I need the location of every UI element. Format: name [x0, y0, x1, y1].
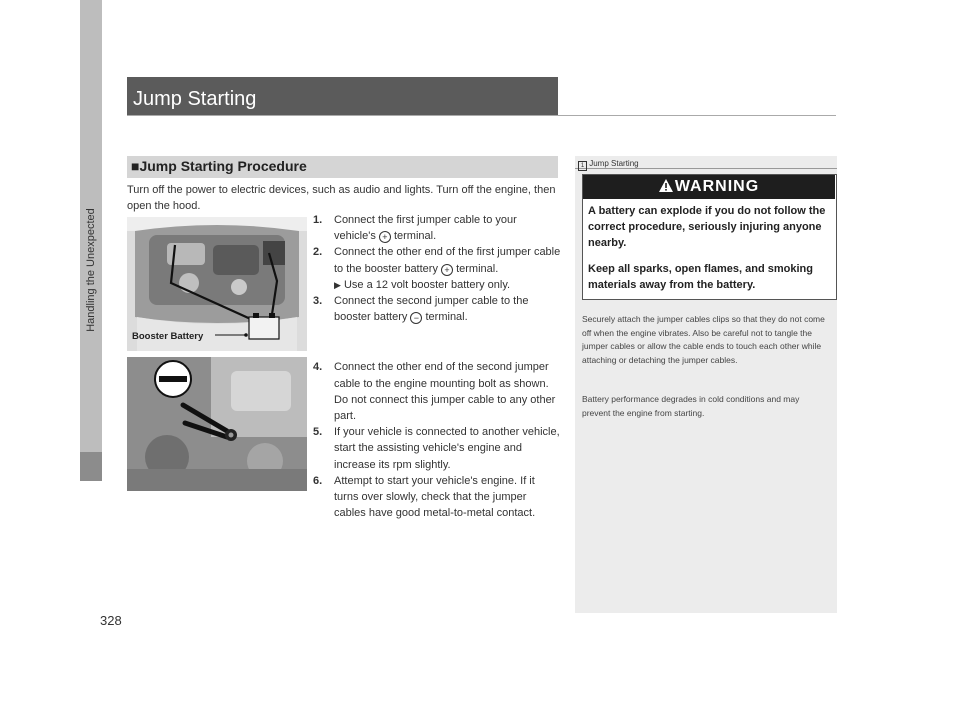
sidebar-note-2: Battery performance degrades in cold conditions and may prevent the engine from starting. — [582, 394, 800, 418]
step-text-pre: Connect the second jumper cable to the booster battery — [334, 295, 529, 324]
step-text: Connect the other end of the second jumper cable to the engine mounting bolt as shown. Do not connect this jumper cable to any other part. — [334, 361, 556, 423]
procedure-heading — [131, 158, 307, 174]
intro-paragraph: Turn off the power to electric devices, such as audio and lights. Turn off the engine, then open the hood. — [127, 184, 556, 212]
step-number: 2. — [313, 246, 323, 259]
step-text — [334, 293, 561, 325]
procedure-steps — [313, 212, 561, 521]
step-2-note — [313, 277, 561, 293]
step-number: 1. — [313, 214, 323, 226]
section-side-label: Handling the Unexpected — [85, 208, 97, 332]
section-side-tab-marker — [80, 452, 102, 481]
title-rule — [127, 115, 836, 116]
step-2-note-text: Use a 12 volt booster battery only. — [343, 278, 511, 291]
plus-terminal-icon: + — [379, 231, 391, 243]
warning-header — [583, 175, 835, 199]
plus-terminal-icon: + — [441, 264, 453, 276]
warning-title: WARNING — [674, 178, 760, 195]
step-text-pre: Connect the first jumper cable to your vehicle's — [334, 214, 517, 243]
step-text-post: terminal. — [422, 311, 468, 324]
step-5 — [313, 424, 561, 473]
step-text-post: terminal. — [390, 230, 437, 243]
step-number: 3. — [313, 295, 323, 308]
heading-marker: ■ — [131, 158, 140, 174]
engine-bolt-illustration — [127, 357, 307, 491]
step-3 — [313, 293, 561, 325]
warning-text-1: A battery can explode if you do not follow the correct procedure, seriously injuring anyone nearby. — [588, 205, 826, 249]
step-number: 4. — [313, 361, 323, 374]
reference-title: Jump Starting — [589, 159, 639, 168]
step-text — [334, 244, 561, 276]
step-text-post: terminal. — [453, 262, 499, 275]
step-4 — [313, 359, 561, 424]
step-text — [334, 212, 561, 244]
sidebar-reference — [578, 159, 639, 171]
arrow-right-icon: ▶ — [334, 279, 341, 290]
step-text: If your vehicle is connected to another vehicle, start the assisting vehicle's engine and increase its rpm slightly. — [334, 426, 560, 471]
step-1 — [313, 212, 561, 244]
warning-text-2: Keep all sparks, open flames, and smoking materials away from the battery. — [588, 263, 813, 291]
sidebar-note-1: Securely attach the jumper cables clips so that they do not come off when the engine vibrates. Also be careful not to tangle the jumper cables or allow the cable ends to touch each other while attaching or detaching the jumper cables. — [582, 314, 825, 365]
page-number: 328 — [100, 613, 122, 628]
step-6 — [313, 473, 561, 522]
minus-terminal-icon: − — [410, 312, 422, 324]
step-spacer — [313, 325, 561, 359]
step-number: 5. — [313, 426, 323, 439]
page-title: Jump Starting — [133, 88, 257, 110]
booster-battery-label: Booster Battery — [132, 331, 204, 342]
reference-icon: 1 — [578, 161, 587, 171]
step-text: Attempt to start your vehicle's engine. If it turns over slowly, check that the jumper cables have good metal-to-metal contact. — [334, 474, 536, 520]
engine-bay-illustration — [127, 217, 307, 351]
step-text-pre: Connect the other end of the first jumper cable to the booster battery — [334, 246, 561, 275]
warning-triangle-icon — [659, 179, 673, 192]
heading-text: Jump Starting Procedure — [139, 158, 307, 174]
step-2 — [313, 244, 561, 276]
step-number: 6. — [313, 474, 323, 487]
